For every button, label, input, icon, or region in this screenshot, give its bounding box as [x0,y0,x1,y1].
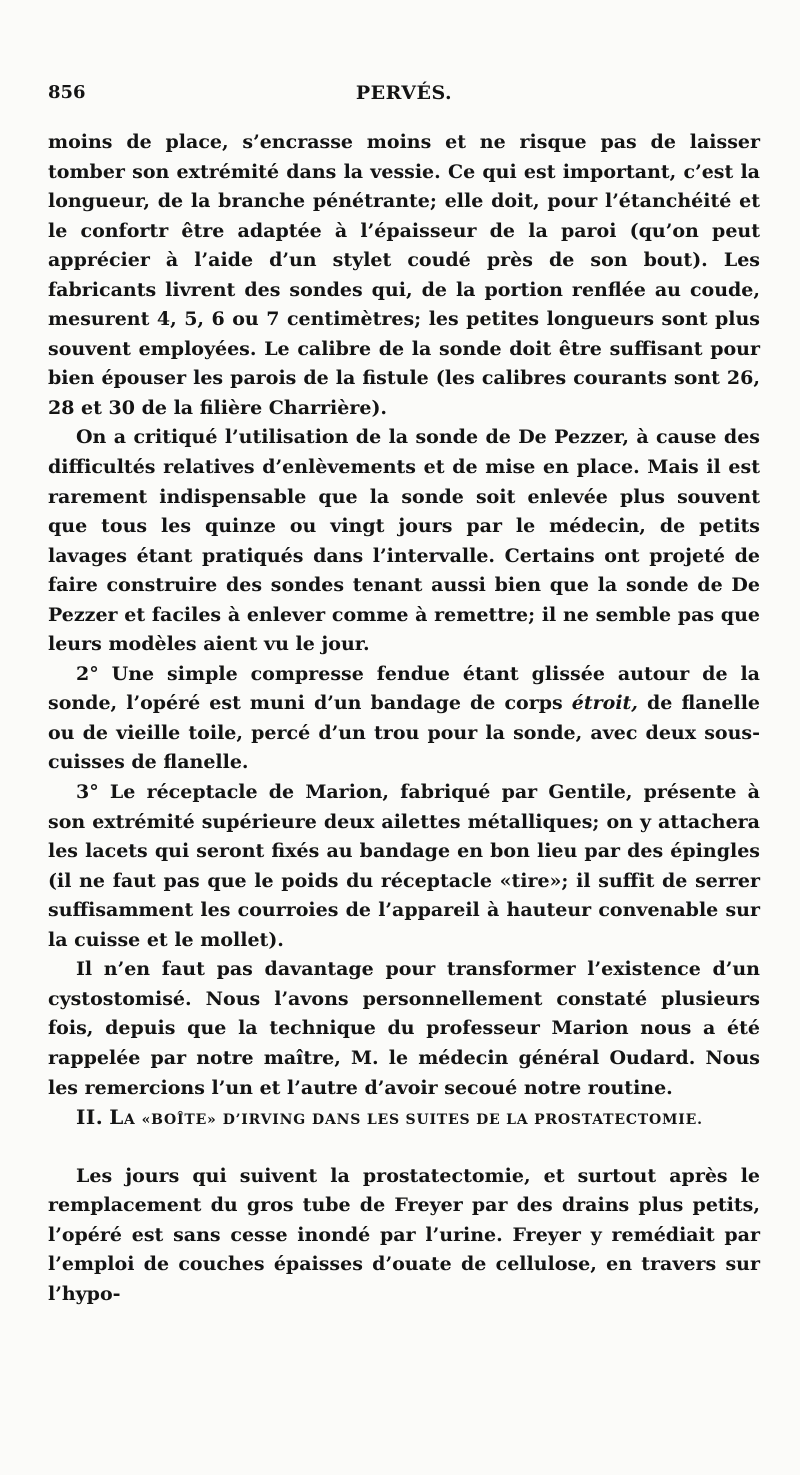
heading-smallcaps: D’I [222,1112,249,1129]
text-run: de flanelle ou de vieille toile, percé d’un trou pour la sonde, avec deux sous-cuisses de flanelle. [48,692,761,774]
italic-word: étroit, [571,692,638,715]
page-body [48,128,760,1309]
running-title: PERVÉS. [355,82,453,104]
paragraph: On a critiqué l’utilisation de la sonde de De Pezzer, à cause des difficultés relatives d’enlèvements et de mise en place. Mais il est rarement indispensable que la sonde soit enlevée plus souvent que tous les quinze ou vingt jours par le médecin, de petits lavages étant pratiqués dans l’intervalle. Certains ont projeté de faire construire des sondes tenant aussi bien que la sonde de De Pezzer et faciles à enlever comme à remettre; il ne semble pas que leurs modèles aient vu le jour. [48,426,760,656]
paragraph: moins de place, s’encrasse moins et ne risque pas de laisser tomber son extrémité dans la vessie. Ce qui est important, c’est la longueur, de la branche pénétrante; elle doit, pour l’étanchéité et le confortr être adaptée à l’épaisseur de la paroi (qu’on peut apprécier à l’aide d’un stylet coudé près de son bout). Les fabricants livrent des sondes qui, de la portion renflée au coude, mesurent 4, 5, 6 ou 7 centimètres; les petites longueurs sont plus souvent employées. Le calibre de la sonde doit être suffisant pour bien épouser les parois de la fistule (les calibres courants sont 26, 28 et 30 de la filière Charrière). [48,131,760,419]
section-heading [48,1103,760,1136]
paragraph: Les jours qui suivent la prostatectomie, et surtout après le remplacement du gros tube de Freyer par des drains plus petits, l’opéré est sans cesse inondé par l’urine. Freyer y remédiait par l’emploi de couches épaisses d’ouate de cellulose, en travers sur l’hypo- [48,1164,760,1305]
paragraph [48,660,760,778]
section-numeral: II. [76,1105,104,1130]
heading-cap: L [109,1105,124,1130]
heading-smallcaps: A [123,1112,136,1129]
paragraph: 3° Le réceptacle de Marion, fabriqué par Gentile, présente à son extrémité supérieure deux ailettes métalliques; on y attachera les lacets qui seront fixés au bandage en bon lieu par des épingles (il ne faut pas que le poids du réceptacle «tire»; il suffit de serrer suffisamment les courroies de l’appareil à hauteur convenable sur la cuisse et le mollet). [48,781,760,951]
heading-smallcaps: RVING [248,1112,306,1129]
paragraph: Il n’en faut pas davantage pour transformer l’existence d’un cystostomisé. Nous l’avons personnellement constaté plusieurs fois, depuis que la technique du professeur Marion nous a été rappelée par notre maître, M. le médecin général Oudard. Nous les remercions l’un et l’autre d’avoir secoué notre routine. [48,958,760,1099]
heading-smallcaps: DANS LES SUITES DE LA PROSTATECTOMIE. [312,1112,703,1129]
page-number: 856 [48,82,86,103]
heading-smallcaps: «BOÎTE» [141,1112,217,1129]
page-header [48,82,760,116]
text-run: 2° Une simple compresse fendue étant glissée autour de la sonde, l’opéré est muni d’un bandage de corps [48,662,760,715]
